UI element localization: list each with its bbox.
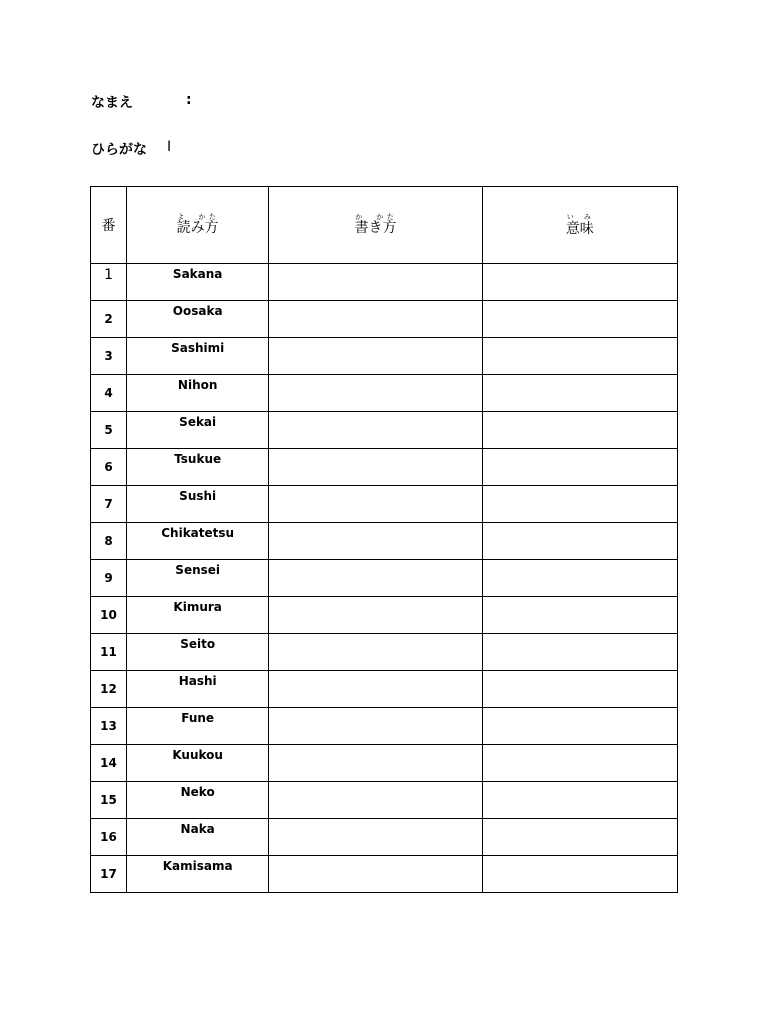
row-meaning-blank[interactable]: [482, 634, 677, 671]
name-line: [91, 92, 192, 112]
table-row: [91, 856, 678, 893]
header-meaning-ruby: い み: [565, 212, 594, 221]
row-number: 7: [91, 486, 127, 523]
row-reading: Sashimi: [127, 338, 269, 375]
row-reading: Sushi: [127, 486, 269, 523]
table-row: [91, 671, 678, 708]
row-writing-blank[interactable]: [269, 671, 482, 708]
row-meaning-blank[interactable]: [482, 856, 677, 893]
row-number: 3: [91, 338, 127, 375]
table-row: [91, 597, 678, 634]
row-number: 11: [91, 634, 127, 671]
row-number: 10: [91, 597, 127, 634]
row-writing-blank[interactable]: [269, 264, 482, 301]
row-number: 13: [91, 708, 127, 745]
table-row: [91, 375, 678, 412]
table-row: [91, 412, 678, 449]
vocabulary-table: [90, 186, 678, 893]
header-writing: [269, 187, 482, 264]
header-number-label: 番: [101, 218, 116, 234]
row-reading: Oosaka: [127, 301, 269, 338]
row-number: 5: [91, 412, 127, 449]
row-writing-blank[interactable]: [269, 375, 482, 412]
table-row: [91, 338, 678, 375]
script-label: ひらがな: [91, 142, 147, 158]
row-reading: Kuukou: [127, 745, 269, 782]
row-writing-blank[interactable]: [269, 523, 482, 560]
table-row: [91, 634, 678, 671]
header-meaning-label: 意味い み: [565, 212, 594, 237]
header-reading-ruby: よ かた: [176, 213, 219, 221]
table-row: [91, 449, 678, 486]
row-meaning-blank[interactable]: [482, 486, 677, 523]
script-mark: I: [167, 139, 172, 155]
row-reading: Kamisama: [127, 856, 269, 893]
row-number: 12: [91, 671, 127, 708]
row-writing-blank[interactable]: [269, 634, 482, 671]
row-meaning-blank[interactable]: [482, 523, 677, 560]
row-meaning-blank[interactable]: [482, 671, 677, 708]
row-reading: Hashi: [127, 671, 269, 708]
row-number: 16: [91, 819, 127, 856]
row-meaning-blank[interactable]: [482, 301, 677, 338]
row-reading: Tsukue: [127, 449, 269, 486]
table-header-row: [91, 187, 678, 264]
name-colon: :: [186, 92, 192, 108]
row-reading: Nihon: [127, 375, 269, 412]
table-row: [91, 486, 678, 523]
row-reading: Chikatetsu: [127, 523, 269, 560]
row-writing-blank[interactable]: [269, 486, 482, 523]
row-number: 14: [91, 745, 127, 782]
table-row: [91, 264, 678, 301]
row-number: 15: [91, 782, 127, 819]
row-writing-blank[interactable]: [269, 597, 482, 634]
row-meaning-blank[interactable]: [482, 375, 677, 412]
row-meaning-blank[interactable]: [482, 264, 677, 301]
row-number: 9: [91, 560, 127, 597]
row-writing-blank[interactable]: [269, 856, 482, 893]
row-reading: Sekai: [127, 412, 269, 449]
name-label: なまえ: [91, 95, 133, 111]
row-number: 2: [91, 301, 127, 338]
row-meaning-blank[interactable]: [482, 708, 677, 745]
header-writing-label: 書き方か かた: [354, 213, 397, 236]
row-number: 8: [91, 523, 127, 560]
row-number: 17: [91, 856, 127, 893]
row-reading: Naka: [127, 819, 269, 856]
row-writing-blank[interactable]: [269, 301, 482, 338]
row-writing-blank[interactable]: [269, 412, 482, 449]
row-reading: Seito: [127, 634, 269, 671]
table-row: [91, 782, 678, 819]
header-reading: [127, 187, 269, 264]
row-meaning-blank[interactable]: [482, 560, 677, 597]
script-line: [91, 139, 172, 159]
row-writing-blank[interactable]: [269, 819, 482, 856]
header-number: [91, 187, 127, 264]
row-number: 4: [91, 375, 127, 412]
row-meaning-blank[interactable]: [482, 338, 677, 375]
row-reading: Neko: [127, 782, 269, 819]
table-row: [91, 819, 678, 856]
header-writing-ruby: か かた: [354, 213, 397, 221]
table-row: [91, 745, 678, 782]
row-reading: Fune: [127, 708, 269, 745]
row-writing-blank[interactable]: [269, 708, 482, 745]
row-meaning-blank[interactable]: [482, 819, 677, 856]
row-reading: Sensei: [127, 560, 269, 597]
header-meaning: [482, 187, 677, 264]
row-meaning-blank[interactable]: [482, 412, 677, 449]
row-writing-blank[interactable]: [269, 782, 482, 819]
row-number: 1: [91, 264, 127, 301]
row-reading: Kimura: [127, 597, 269, 634]
row-reading: Sakana: [127, 264, 269, 301]
row-writing-blank[interactable]: [269, 338, 482, 375]
table-row: [91, 523, 678, 560]
table-row: [91, 301, 678, 338]
row-number: 6: [91, 449, 127, 486]
row-writing-blank[interactable]: [269, 449, 482, 486]
row-meaning-blank[interactable]: [482, 597, 677, 634]
table-row: [91, 560, 678, 597]
row-writing-blank[interactable]: [269, 745, 482, 782]
row-meaning-blank[interactable]: [482, 782, 677, 819]
header-reading-label: 読み方よ かた: [176, 213, 219, 236]
row-meaning-blank[interactable]: [482, 449, 677, 486]
row-writing-blank[interactable]: [269, 560, 482, 597]
table-row: [91, 708, 678, 745]
row-meaning-blank[interactable]: [482, 745, 677, 782]
